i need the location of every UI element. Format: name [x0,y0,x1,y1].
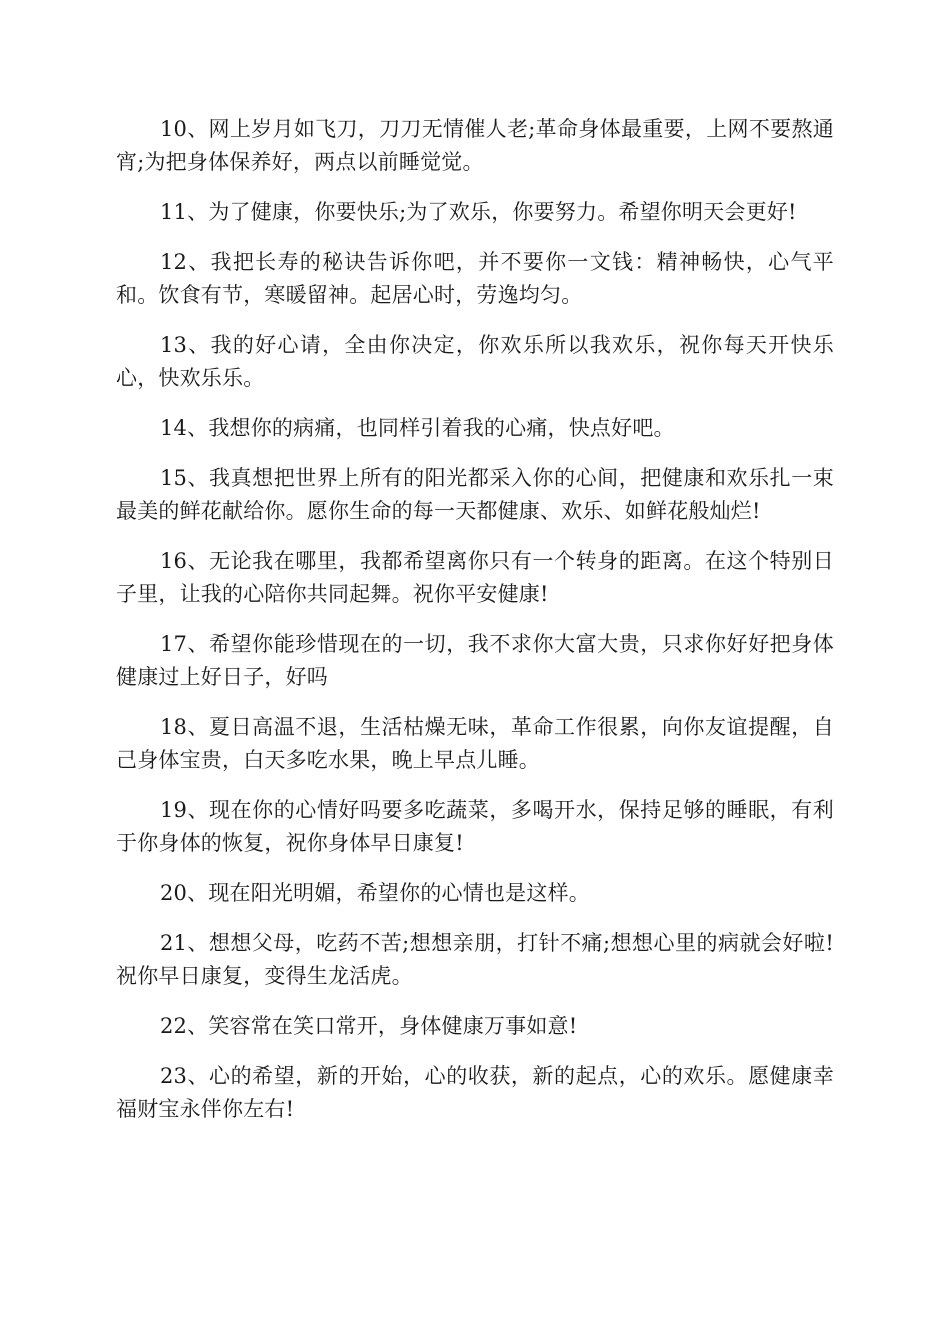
paragraph-23: 23、心的希望，新的开始，心的收获，新的起点，心的欢乐。愿健康幸福财宝永伴你左右! [116,1064,834,1121]
paragraph-14: 14、我想你的病痛，也同样引着我的心痛，快点好吧。 [160,416,675,440]
paragraph-20: 20、现在阳光明媚，希望你的心情也是这样。 [160,881,590,905]
paragraph-21: 21、想想父母，吃药不苦;想想亲朋，打针不痛;想想心里的病就会好啦!祝你早日康复，变得生龙活虎。 [116,931,834,988]
paragraph-11: 11、为了健康，你要快乐;为了欢乐，你要努力。希望你明天会更好! [160,200,797,224]
paragraph-17: 17、希望你能珍惜现在的一切，我不求你大富大贵，只求你好好把身体健康过上好日子，好吗 [116,632,834,689]
paragraph-18: 18、夏日高温不退，生活枯燥无味，革命工作很累，向你友谊提醒，自己身体宝贵，白天多吃水果，晚上早点儿睡。 [116,715,834,772]
paragraph-12: 12、我把长寿的秘诀告诉你吧，并不要你一文钱：精神畅快，心气平和。饮食有节，寒暖留神。起居心时，劳逸均匀。 [116,250,834,307]
paragraph-13: 13、我的好心请，全由你决定，你欢乐所以我欢乐，祝你每天开快乐心，快欢乐乐。 [116,333,834,390]
paragraph-16: 16、无论我在哪里，我都希望离你只有一个转身的距离。在这个特别日子里，让我的心陪你共同起舞。祝你平安健康! [116,549,834,606]
paragraph-15: 15、我真想把世界上所有的阳光都采入你的心间，把健康和欢乐扎一束最美的鲜花献给你。愿你生命的每一天都健康、欢乐、如鲜花般灿烂! [116,466,834,523]
document-body [116,113,834,1143]
paragraph-19: 19、现在你的心情好吗要多吃蔬菜，多喝开水，保持足够的睡眠，有利于你身体的恢复，祝你身体早日康复! [116,798,834,855]
paragraph-22: 22、笑容常在笑口常开，身体健康万事如意! [160,1014,578,1038]
paragraph-10: 10、网上岁月如飞刀，刀刀无情催人老;革命身体最重要，上网不要熬通宵;为把身体保养好，两点以前睡觉觉。 [116,117,834,174]
